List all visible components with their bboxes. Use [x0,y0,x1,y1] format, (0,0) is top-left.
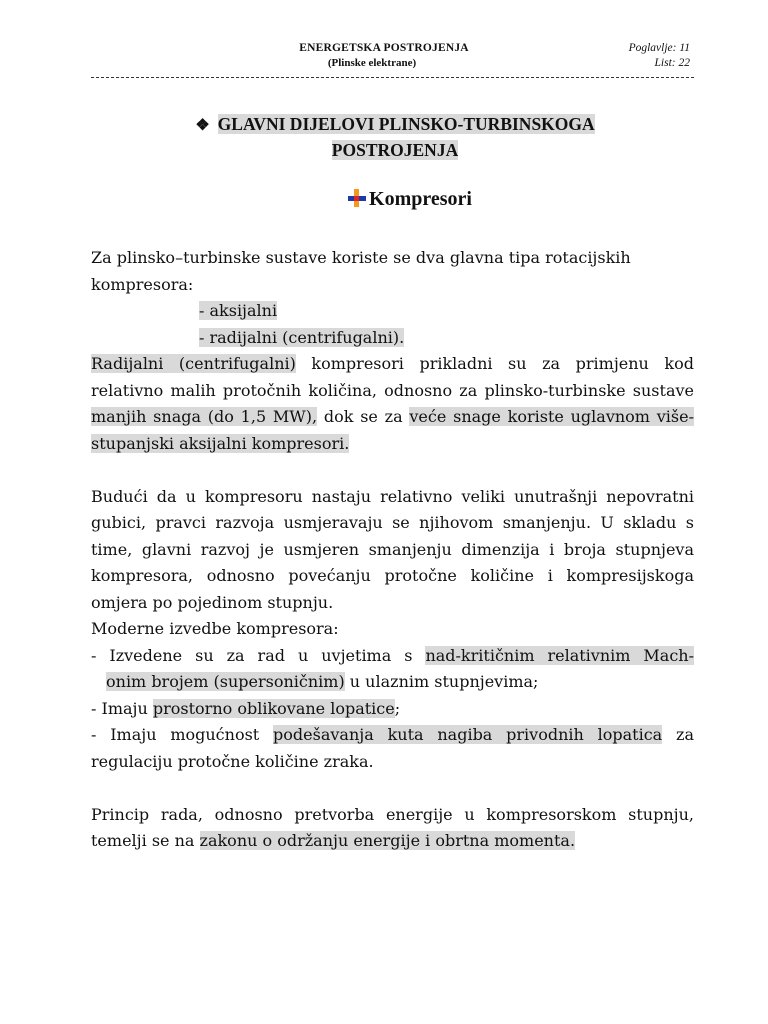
paragraph-radial: Radijalni (centrifugalni) kompresori prikladni su za primjenu kod relativno malih protočnih količina, odnosno za plinsko-turbinske sustave manjih snaga (do 1,5 MW), dok se za veće snage koriste uglavnom više-stupanjski aksijalni kompresori. [91,354,694,453]
intro-line-1: Za plinsko–turbinske sustave koriste se dva glavna tipa rotacijskih [91,248,631,267]
section-title-line1: GLAVNI DIJELOVI PLINSKO-TURBINSKOGA [217,114,595,134]
paragraph-losses: Budući da u kompresoru nastaju relativno veliki unutrašnji nepovratni gubici, pravci razvoja usmjeravaju se njihovom smanjenju. U skladu s time, glavni razvoj je usmjeren smanjenju dimenzija i broja stupnjeva kompresora, odnosno povećanju protočne količine i kompresijskoga omjera po pojedinom stupnju. [91,486,694,612]
section-title [0,112,768,163]
intro-line-2: kompresora: [91,274,194,294]
bullet-mach-line1: - Izvedene su za rad u uvjetima s nad-kritičnim relativnim Mach- [91,645,694,665]
diamond-bullet-icon: ❖ [195,117,210,134]
bullet-adjustment: - Imaju mogućnost podešavanja kuta nagiba privodnih lopatica za regulaciju protočne količine zraka. [91,725,694,771]
modern-designs-intro: Moderne izvedbe kompresora: [91,619,339,638]
list-item-axial: - aksijalni [199,301,278,320]
subsection-title-text: Kompresori [369,188,472,210]
bullet-mach-line2: onim brojem (supersoničnim) u ulaznim stupnjevima; [106,672,539,691]
header-divider [91,77,694,78]
header-subtitle: (Plinske elektrane) [327,57,417,69]
header-chapter: Poglavlje: 11 [628,42,690,54]
paragraph-principle: Princip rada, odnosno pretvorba energije u kompresorskom stupnju, temelji se na zakonu o održanju energije i obrtna momenta. [91,804,694,850]
subsection-title [0,188,768,211]
header-title: ENERGETSKA POSTROJENJA [299,42,469,54]
colored-cross-icon [348,189,366,207]
document-body [91,245,694,855]
list-item-radial: - radijalni (centrifugalni). [199,327,405,347]
bullet-blades: - Imaju prostorno oblikovane lopatice; [91,698,401,718]
section-title-line2: POSTROJENJA [331,140,459,160]
header-sheet: List: 22 [654,57,690,69]
